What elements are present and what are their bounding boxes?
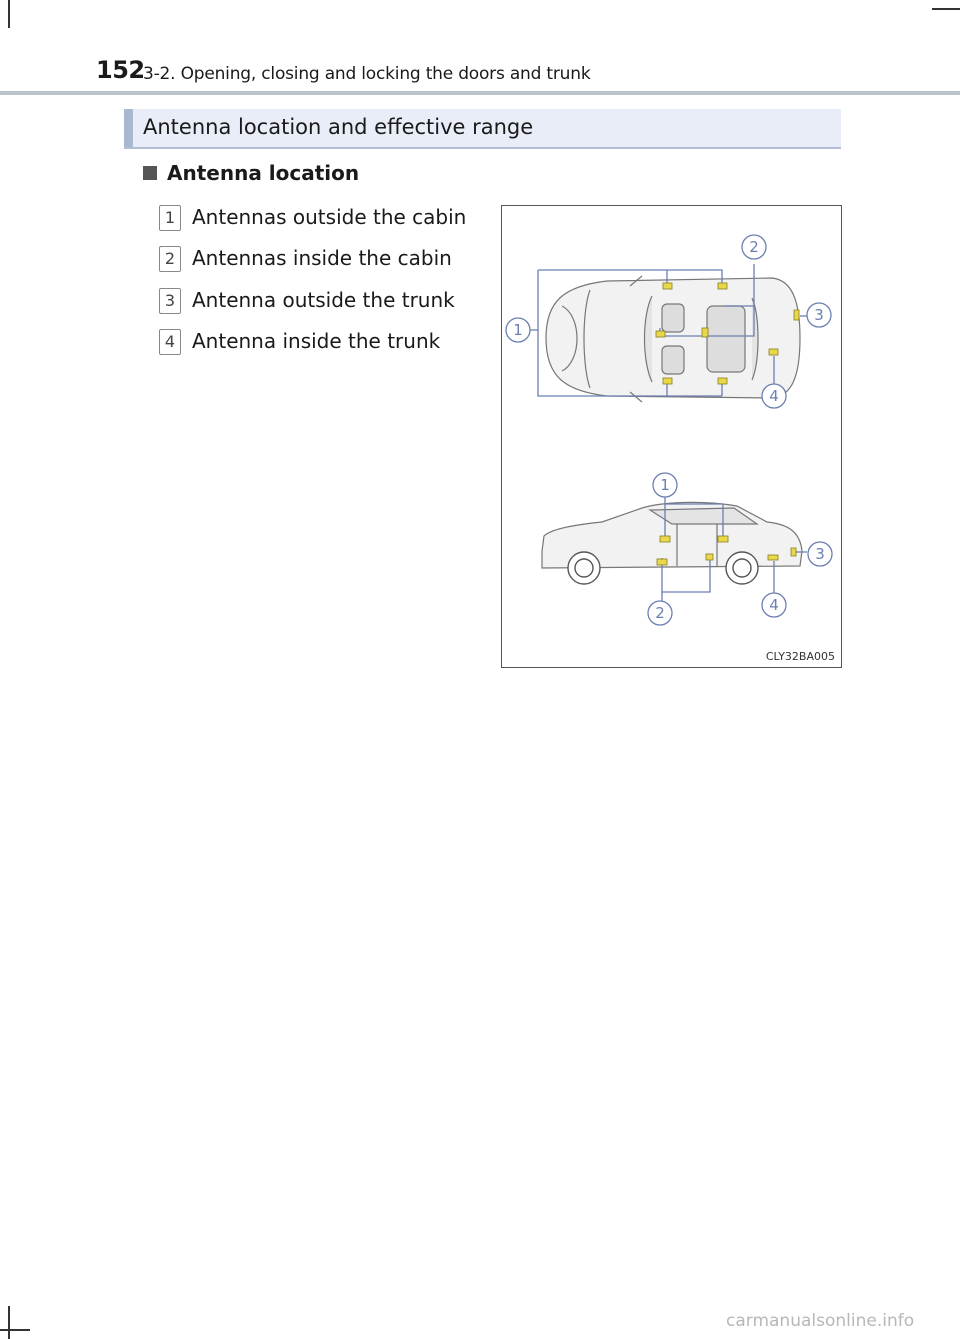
section-heading-box	[124, 109, 841, 149]
figure-code: CLY32BA005	[765, 650, 835, 663]
crop-mark-bottom-left-h	[0, 1329, 30, 1331]
callout-label: 1	[660, 476, 670, 494]
watermark: carmanualsonline.info	[726, 1311, 915, 1331]
callout-label: 4	[769, 387, 779, 405]
car-diagram	[502, 206, 841, 667]
callout-label: 3	[814, 306, 824, 324]
subsection-heading	[143, 161, 359, 185]
item-number: 1	[159, 205, 181, 231]
item-text: Antennas inside the cabin	[192, 246, 452, 270]
crop-mark-bottom-left-v	[8, 1306, 10, 1339]
page-number: 152	[96, 56, 145, 84]
item-number: 4	[159, 329, 181, 355]
callout-label: 3	[815, 545, 825, 563]
item-number: 3	[159, 288, 181, 314]
item-text: Antenna outside the trunk	[192, 288, 455, 312]
callout-label: 1	[513, 321, 523, 339]
crop-mark-top-right-h	[932, 8, 960, 10]
header-rule	[0, 91, 960, 95]
section-title: Antenna location and effective range	[143, 115, 534, 139]
subsection-title: Antenna location	[167, 161, 360, 185]
callout-label: 2	[655, 604, 665, 622]
crop-mark-top-left-v	[8, 0, 10, 28]
item-text: Antenna inside the trunk	[192, 329, 441, 353]
chapter-title: 3-2. Opening, closing and locking the doors and trunk	[143, 64, 591, 84]
section-heading-bar	[124, 109, 133, 147]
callout-label: 4	[769, 596, 779, 614]
item-number: 2	[159, 246, 181, 272]
antenna-location-figure	[501, 205, 842, 668]
item-text: Antennas outside the cabin	[192, 205, 467, 229]
square-bullet-icon	[143, 166, 157, 180]
callout-label: 2	[749, 238, 759, 256]
car-top-view	[546, 276, 800, 402]
